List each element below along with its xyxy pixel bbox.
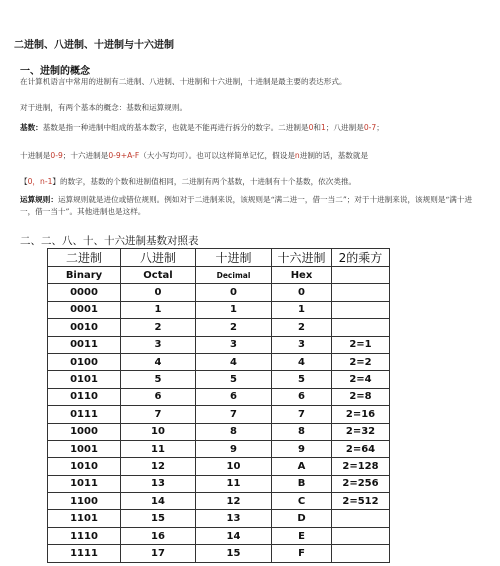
hex-cell: 9: [272, 440, 332, 457]
binary-cell: 0100: [48, 353, 121, 370]
octal-cell: 17: [121, 545, 196, 562]
binary-cell: 0001: [48, 301, 121, 318]
power-cell: [332, 510, 390, 527]
binary-cell: 1100: [48, 493, 121, 510]
section1-heading: 一、进制的概念: [20, 66, 90, 77]
hex-cell: D: [272, 510, 332, 527]
decimal-cell: 13: [196, 510, 272, 527]
line2-b: ；十六进制是: [62, 151, 109, 160]
binary-cell: 0110: [48, 388, 121, 405]
power-cell: 2=128: [332, 458, 390, 475]
power-cell: [332, 319, 390, 336]
decimal-cell: 15: [196, 545, 272, 562]
base-paragraph-line1: [20, 122, 482, 134]
hex-cell: A: [272, 458, 332, 475]
table-row: [48, 336, 390, 353]
rule-paragraph: [20, 194, 480, 218]
power-cell: 2=64: [332, 440, 390, 457]
hex-cell: 3: [272, 336, 332, 353]
octal-cell: 5: [121, 371, 196, 388]
octal-cell: 16: [121, 527, 196, 544]
table-row: [48, 406, 390, 423]
line2-c: （大小写均可）。也可以这样简单记忆，假设是: [139, 151, 295, 160]
power-cell: [332, 545, 390, 562]
power-cell: 2=256: [332, 475, 390, 492]
header-en-decimal: Decimal: [196, 267, 272, 284]
rule-label: 运算规则：: [20, 195, 58, 204]
header-cn-decimal: 十进制: [196, 249, 272, 267]
binary-cell: 1110: [48, 527, 121, 544]
power-cell: 2=32: [332, 423, 390, 440]
octal-cell: 6: [121, 388, 196, 405]
line3-a: 【: [20, 177, 28, 186]
octal-cell: 1: [121, 301, 196, 318]
header-en-binary: Binary: [48, 267, 121, 284]
binary-cell: 0011: [48, 336, 121, 353]
decimal-cell: 1: [196, 301, 272, 318]
hex-cell: 8: [272, 423, 332, 440]
octal-cell: 10: [121, 423, 196, 440]
octal-cell: 2: [121, 319, 196, 336]
decimal-cell: 4: [196, 353, 272, 370]
header-en-octal: Octal: [121, 267, 196, 284]
binary-cell: 1011: [48, 475, 121, 492]
power-cell: 2=8: [332, 388, 390, 405]
binary-cell: 1001: [48, 440, 121, 457]
table-row: [48, 388, 390, 405]
binary-cell: 0111: [48, 406, 121, 423]
hex-cell: 4: [272, 353, 332, 370]
binary-cell: 1000: [48, 423, 121, 440]
binary-cell: 0000: [48, 284, 121, 301]
octal-cell: 15: [121, 510, 196, 527]
hex-cell: 5: [272, 371, 332, 388]
octal-cell: 11: [121, 440, 196, 457]
hex-cell: 7: [272, 406, 332, 423]
power-cell: 2=512: [332, 493, 390, 510]
radix-table: [47, 248, 390, 563]
table-row: [48, 440, 390, 457]
table-row: [48, 527, 390, 544]
base-and: 和: [313, 123, 321, 132]
hex-cell: 6: [272, 388, 332, 405]
binary-cell: 1111: [48, 545, 121, 562]
rule-text: 运算规则就是进位或错位规则。例如对于二进制来说，该规则是“满二进一，借一当二”；对于十进制来说，该规则是“满十进一，借一当十”。其他进制也是这样。: [20, 195, 473, 216]
line2-hex: 0-9+A-F: [108, 151, 140, 160]
header-cn-hex: 十六进制: [272, 249, 332, 267]
intro-paragraph: 在计算机语言中常用的进制有二进制、八进制、十进制和十六进制，十进制是最主要的表达形式。: [20, 77, 347, 86]
header-cn-octal: 八进制: [121, 249, 196, 267]
line3-range: 0，n-1: [27, 177, 53, 186]
base-text-1: 基数是指一种进制中组成的基本数字，也就是不能再进行拆分的数字。二进制是: [42, 123, 309, 132]
line2-n: n: [294, 151, 300, 160]
table-row: [48, 493, 390, 510]
table-row: [48, 510, 390, 527]
decimal-cell: 14: [196, 527, 272, 544]
binary-cell: 0101: [48, 371, 121, 388]
base-text-oct: ；八进制是: [325, 123, 364, 132]
line2-d: 进制的话，基数就是: [299, 151, 369, 160]
concepts-paragraph: 对于进制，有两个基本的概念：基数和运算规则。: [20, 103, 188, 112]
table-body: [48, 284, 390, 562]
power-cell: [332, 301, 390, 318]
header-row-en: [48, 267, 390, 284]
octal-cell: 14: [121, 493, 196, 510]
octal-cell: 3: [121, 336, 196, 353]
base-text-end: ；: [376, 123, 384, 132]
decimal-cell: 9: [196, 440, 272, 457]
binary-cell: 0010: [48, 319, 121, 336]
base-digits-oct: 0-7: [363, 123, 377, 132]
decimal-cell: 3: [196, 336, 272, 353]
decimal-cell: 0: [196, 284, 272, 301]
header-cn-binary: 二进制: [48, 249, 121, 267]
octal-cell: 4: [121, 353, 196, 370]
table-row: [48, 371, 390, 388]
table-row: [48, 284, 390, 301]
hex-cell: 1: [272, 301, 332, 318]
decimal-cell: 5: [196, 371, 272, 388]
decimal-cell: 8: [196, 423, 272, 440]
table-row: [48, 353, 390, 370]
decimal-cell: 6: [196, 388, 272, 405]
decimal-cell: 7: [196, 406, 272, 423]
power-cell: 2=4: [332, 371, 390, 388]
decimal-cell: 10: [196, 458, 272, 475]
table-heading: 二、二、八、十、十六进制基数对照表: [20, 235, 199, 247]
hex-cell: 2: [272, 319, 332, 336]
header-en-power: [332, 267, 390, 284]
table-row: [48, 545, 390, 562]
base-digit-bin: 0: [308, 123, 314, 132]
decimal-cell: 11: [196, 475, 272, 492]
header-cn-power: 2的乘方: [332, 249, 390, 267]
table-row: [48, 319, 390, 336]
power-cell: 2=2: [332, 353, 390, 370]
line2-dec: 0-9: [50, 151, 63, 160]
octal-cell: 13: [121, 475, 196, 492]
octal-cell: 7: [121, 406, 196, 423]
header-row-cn: [48, 249, 390, 267]
hex-cell: C: [272, 493, 332, 510]
hex-cell: E: [272, 527, 332, 544]
power-cell: 2=1: [332, 336, 390, 353]
power-cell: [332, 527, 390, 544]
base-label: 基数：: [20, 123, 43, 132]
hex-cell: F: [272, 545, 332, 562]
base-digit-bin2: 1: [321, 123, 326, 132]
table-row: [48, 423, 390, 440]
hex-cell: B: [272, 475, 332, 492]
binary-cell: 1010: [48, 458, 121, 475]
base-paragraph-line3: [20, 176, 482, 188]
power-cell: [332, 284, 390, 301]
power-cell: 2=16: [332, 406, 390, 423]
binary-cell: 1101: [48, 510, 121, 527]
decimal-cell: 12: [196, 493, 272, 510]
line2-a: 十进制是: [20, 151, 51, 160]
octal-cell: 12: [121, 458, 196, 475]
octal-cell: 0: [121, 284, 196, 301]
doc-title: 二进制、八进制、十进制与十六进制: [14, 40, 174, 51]
table-row: [48, 475, 390, 492]
table-row: [48, 458, 390, 475]
hex-cell: 0: [272, 284, 332, 301]
header-en-hex: Hex: [272, 267, 332, 284]
decimal-cell: 2: [196, 319, 272, 336]
line3-b: 】的数字，基数的个数和进制值相同，二进制有两个基数，十进制有十个基数，依次类推。: [52, 177, 357, 186]
base-paragraph-line2: [20, 150, 482, 162]
table-row: [48, 301, 390, 318]
